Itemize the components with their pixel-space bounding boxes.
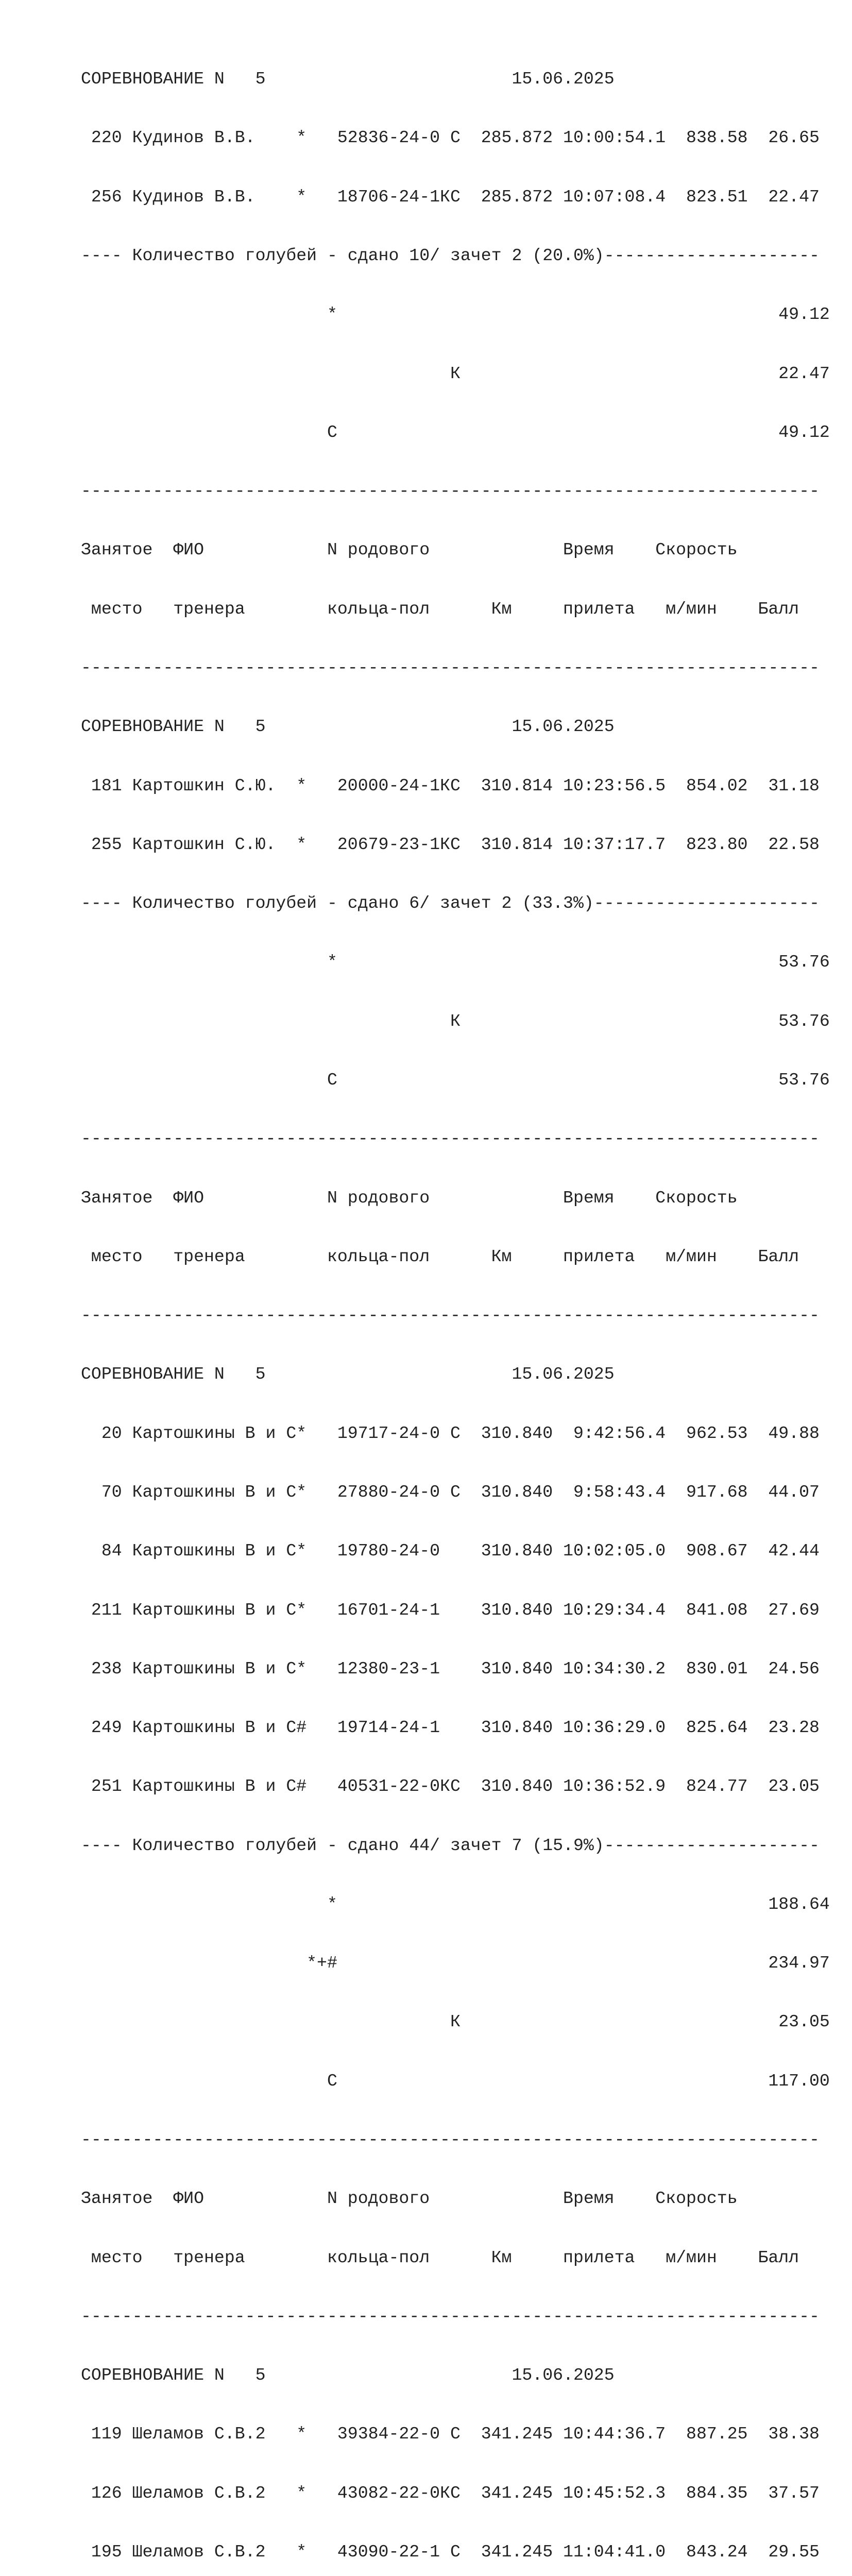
result-row: 84 Картошкины В и С* 19780-24-0 310.840 10:02:05.0 908.67 42.44 [81, 1541, 820, 1561]
result-row: 249 Картошкины В и С# 19714-24-1 310.840 10:36:29.0 825.64 23.28 [81, 1718, 820, 1738]
results-printout [81, 30, 830, 2576]
summary-line: ---- Количество голубей - сдано 6/ зачет 2 (33.3%)---------------------- [81, 893, 820, 913]
subtotal-line: * 49.12 [81, 304, 830, 325]
subtotal-line: *+# 234.97 [81, 1953, 830, 1973]
subtotal-line: С 49.12 [81, 422, 830, 442]
result-row: 20 Картошкины В и С* 19717-24-0 С 310.840 9:42:56.4 962.53 49.88 [81, 1423, 820, 1443]
subtotal-line: С 53.76 [81, 1070, 830, 1090]
subtotal-line: * 188.64 [81, 1894, 830, 1914]
separator-line: ------------------------------------------------------------------------ [81, 2306, 820, 2326]
competition-header-line: СОРЕВНОВАНИЕ N 5 15.06.2025 [81, 717, 615, 737]
column-header-line: место тренера кольца-пол Км прилета м/мин Балл [81, 1246, 799, 1266]
column-header-line: место тренера кольца-пол Км прилета м/мин Балл [81, 2247, 799, 2267]
separator-line: ------------------------------------------------------------------------ [81, 1129, 820, 1149]
subtotal-line: * 53.76 [81, 952, 830, 972]
column-header-line: Занятое ФИО N родового Время Скорость [81, 540, 738, 560]
competition-header-line: СОРЕВНОВАНИЕ N 5 15.06.2025 [81, 69, 615, 89]
result-row: 70 Картошкины В и С* 27880-24-0 С 310.840 9:58:43.4 917.68 44.07 [81, 1482, 820, 1502]
result-row: 211 Картошкины В и С* 16701-24-1 310.840 10:29:34.4 841.08 27.69 [81, 1600, 820, 1620]
competition-header-line: СОРЕВНОВАНИЕ N 5 15.06.2025 [81, 1364, 615, 1384]
summary-line: ---- Количество голубей - сдано 44/ зачет 7 (15.9%)--------------------- [81, 1835, 820, 1855]
result-row: 181 Картошкин С.Ю. * 20000-24-1КС 310.814 10:23:56.5 854.02 31.18 [81, 775, 820, 795]
subtotal-line: К 22.47 [81, 363, 830, 383]
result-row: 238 Картошкины В и С* 12380-23-1 310.840 10:34:30.2 830.01 24.56 [81, 1658, 820, 1679]
subtotal-line: К 53.76 [81, 1011, 830, 1031]
separator-line: ------------------------------------------------------------------------ [81, 1306, 820, 1326]
separator-line: ------------------------------------------------------------------------ [81, 658, 820, 677]
result-row: 255 Картошкин С.Ю. * 20679-23-1КС 310.814 10:37:17.7 823.80 22.58 [81, 834, 820, 854]
result-row: 256 Кудинов В.В. * 18706-24-1КС 285.872 10:07:08.4 823.51 22.47 [81, 187, 820, 207]
column-header-line: Занятое ФИО N родового Время Скорость [81, 2189, 738, 2209]
competition-header-line: СОРЕВНОВАНИЕ N 5 15.06.2025 [81, 2365, 615, 2385]
result-row: 195 Шеламов С.В.2 * 43090-22-1 С 341.245 11:04:41.0 843.24 29.55 [81, 2542, 820, 2562]
summary-line: ---- Количество голубей - сдано 10/ зачет 2 (20.0%)--------------------- [81, 246, 820, 266]
result-row: 251 Картошкины В и С# 40531-22-0КС 310.840 10:36:52.9 824.77 23.05 [81, 1776, 820, 1797]
column-header-line: место тренера кольца-пол Км прилета м/мин Балл [81, 599, 799, 619]
separator-line: ------------------------------------------------------------------------ [81, 2130, 820, 2150]
column-header-line: Занятое ФИО N родового Время Скорость [81, 1188, 738, 1208]
result-row: 126 Шеламов С.В.2 * 43082-22-0КС 341.245 10:45:52.3 884.35 37.57 [81, 2483, 820, 2503]
subtotal-line: К 23.05 [81, 2012, 830, 2032]
result-row: 220 Кудинов В.В. * 52836-24-0 С 285.872 10:00:54.1 838.58 26.65 [81, 128, 820, 148]
subtotal-line: С 117.00 [81, 2071, 830, 2091]
separator-line: ------------------------------------------------------------------------ [81, 481, 820, 501]
result-row: 119 Шеламов С.В.2 * 39384-22-0 С 341.245 10:44:36.7 887.25 38.38 [81, 2424, 820, 2444]
